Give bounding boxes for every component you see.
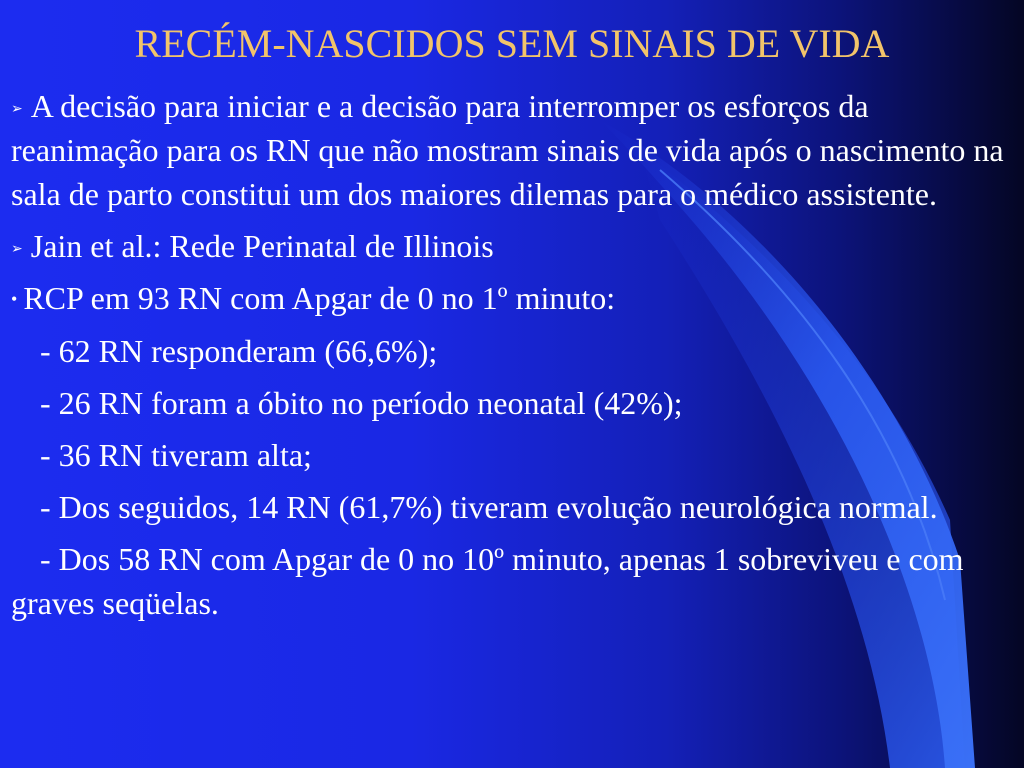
arrow-bullet-icon: ➢ [11,101,23,117]
sub-item [11,485,1011,529]
bullet-text: A decisão para iniciar e a decisão para interromper os esforços da reanimação para os RN que não mostram sinais de vida após o nascimento na sala de parto constitui um dos maiores dilemas para o médico assistente. [11,88,1004,212]
arrow-bullet-icon: ➢ [11,241,23,257]
sub-item [11,329,1011,373]
sub-item [11,537,1011,625]
sub-item-text: - 26 RN foram a óbito no período neonatal (42%); [40,385,683,421]
bullet-item [11,84,1011,216]
sub-item [11,381,1011,425]
bullet-text: RCP em 93 RN com Apgar de 0 no 1º minuto: [23,280,616,316]
sub-item-text: - Dos seguidos, 14 RN (61,7%) tiveram evolução neurológica normal. [40,489,938,525]
slide-title: RECÉM-NASCIDOS SEM SINAIS DE VIDA [134,21,890,66]
bullet-item [11,224,1011,268]
bullet-text: Jain et al.: Rede Perinatal de Illinois [30,228,494,264]
bullet-item [11,276,1011,321]
sub-item-text: - 36 RN tiveram alta; [40,437,312,473]
sub-item-text: - 62 RN responderam (66,6%); [40,333,438,369]
slide-body [11,84,1011,633]
sub-item-text: - Dos 58 RN com Apgar de 0 no 10º minuto, apenas 1 sobreviveu e com graves seqüelas. [11,541,964,621]
dot-bullet-icon: • [11,289,18,309]
sub-item [11,433,1011,477]
